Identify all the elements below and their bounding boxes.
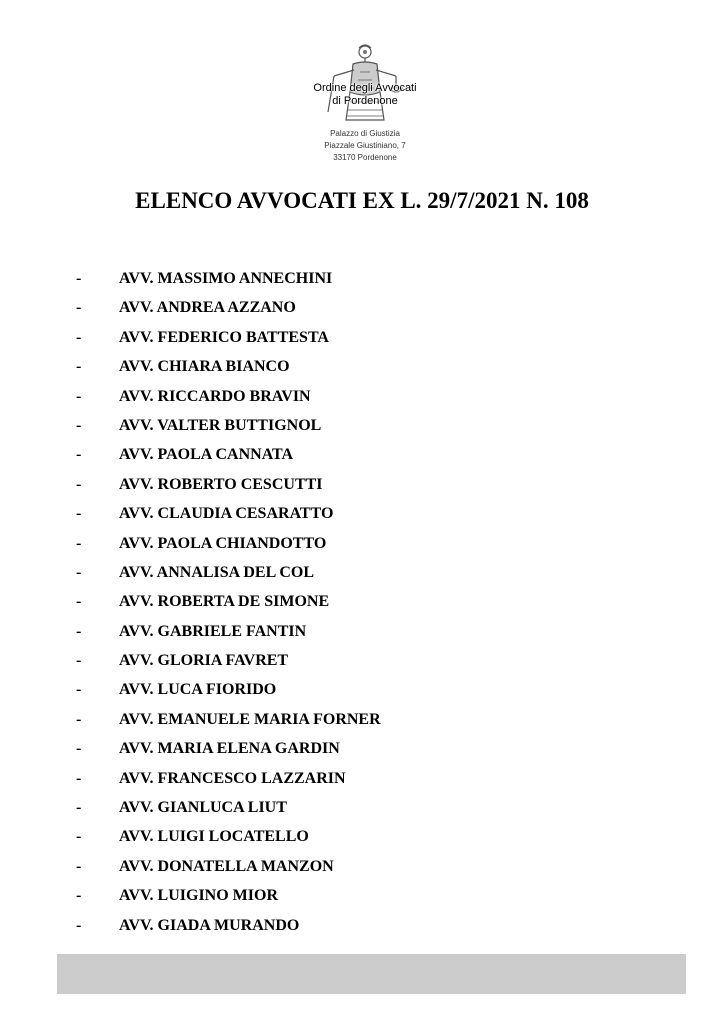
- list-bullet-dash: -: [76, 505, 82, 523]
- lawyer-name: AVV. LUCA FIORIDO: [119, 681, 277, 699]
- lawyer-name: AVV. GIADA MURANDO: [119, 916, 300, 934]
- lawyer-name: AVV. FRANCESCO LAZZARIN: [119, 769, 346, 787]
- list-item: [0, 293, 724, 322]
- list-item: [0, 764, 724, 793]
- list-bullet-dash: -: [76, 681, 82, 699]
- lawyer-name: AVV. EMANUELE MARIA FORNER: [119, 710, 381, 728]
- lawyer-name: AVV. LUIGINO MIOR: [119, 887, 278, 905]
- organization-name-line2: di Pordenone: [332, 95, 398, 107]
- list-bullet-dash: -: [76, 416, 82, 434]
- document-title: ELENCO AVVOCATI EX L. 29/7/2021 N. 108: [135, 188, 589, 213]
- address-line1: Palazzo di Giustizia: [330, 129, 400, 138]
- list-bullet-dash: -: [76, 328, 82, 346]
- lawyer-name: AVV. ANNALISA DEL COL: [119, 563, 315, 581]
- footer-bar: [57, 954, 686, 994]
- organization-address: [300, 128, 430, 164]
- list-bullet-dash: -: [76, 534, 82, 552]
- list-item: [0, 793, 724, 822]
- address-line3: 33170 Pordenone: [333, 153, 397, 162]
- list-item: [0, 881, 724, 910]
- list-item: [0, 499, 724, 528]
- lawyer-name: AVV. CHIARA BIANCO: [119, 358, 290, 376]
- list-bullet-dash: -: [76, 652, 82, 670]
- list-bullet-dash: -: [76, 475, 82, 493]
- list-bullet-dash: -: [76, 769, 82, 787]
- lawyer-name: AVV. MARIA ELENA GARDIN: [119, 740, 340, 758]
- list-item: [0, 323, 724, 352]
- lawyer-name: AVV. GABRIELE FANTIN: [119, 622, 307, 640]
- list-bullet-dash: -: [76, 299, 82, 317]
- list-bullet-dash: -: [76, 828, 82, 846]
- list-bullet-dash: -: [76, 887, 82, 905]
- list-item: [0, 617, 724, 646]
- list-bullet-dash: -: [76, 857, 82, 875]
- list-item: [0, 587, 724, 616]
- list-bullet-dash: -: [76, 710, 82, 728]
- lawyer-name: AVV. ROBERTA DE SIMONE: [119, 593, 330, 611]
- list-item: [0, 382, 724, 411]
- list-item: [0, 822, 724, 851]
- list-bullet-dash: -: [76, 358, 82, 376]
- list-bullet-dash: -: [76, 387, 82, 405]
- lawyer-name: AVV. FEDERICO BATTESTA: [119, 328, 329, 346]
- lawyer-name: AVV. RICCARDO BRAVIN: [119, 387, 311, 405]
- list-item: [0, 852, 724, 881]
- lawyer-name: AVV. ANDREA AZZANO: [119, 299, 296, 317]
- list-bullet-dash: -: [76, 740, 82, 758]
- list-item: [0, 675, 724, 704]
- lawyer-list: [0, 264, 724, 940]
- list-item: [0, 440, 724, 469]
- lawyer-name: AVV. DONATELLA MANZON: [119, 857, 334, 875]
- list-item: [0, 352, 724, 381]
- lawyer-name: AVV. PAOLA CHIANDOTTO: [119, 534, 327, 552]
- list-item: [0, 411, 724, 440]
- lawyer-name: AVV. VALTER BUTTIGNOL: [119, 416, 322, 434]
- list-item: [0, 734, 724, 763]
- lawyer-name: AVV. GIANLUCA LIUT: [119, 799, 287, 817]
- list-bullet-dash: -: [76, 916, 82, 934]
- list-bullet-dash: -: [76, 593, 82, 611]
- list-item: [0, 470, 724, 499]
- list-bullet-dash: -: [76, 270, 82, 287]
- list-item: [0, 529, 724, 558]
- list-bullet-dash: -: [76, 563, 82, 581]
- organization-name-line1: Ordine degli Avvocati: [313, 82, 417, 94]
- address-line2: Piazzale Giustiniano, 7: [324, 141, 406, 150]
- organization-name: [300, 82, 430, 108]
- letterhead: [300, 42, 430, 162]
- lawyer-name: AVV. MASSIMO ANNECHINI: [119, 270, 333, 287]
- lawyer-name: AVV. LUIGI LOCATELLO: [119, 828, 309, 846]
- lawyer-name: AVV. CLAUDIA CESARATTO: [119, 505, 334, 523]
- lawyer-name: AVV. GLORIA FAVRET: [119, 652, 289, 670]
- list-item: [0, 705, 724, 734]
- list-item: [0, 264, 724, 293]
- list-item: [0, 558, 724, 587]
- list-bullet-dash: -: [76, 446, 82, 464]
- list-bullet-dash: -: [76, 622, 82, 640]
- lawyer-name: AVV. PAOLA CANNATA: [119, 446, 294, 464]
- list-item: [0, 646, 724, 675]
- list-item: [0, 911, 724, 940]
- lawyer-name: AVV. ROBERTO CESCUTTI: [119, 475, 323, 493]
- list-bullet-dash: -: [76, 799, 82, 817]
